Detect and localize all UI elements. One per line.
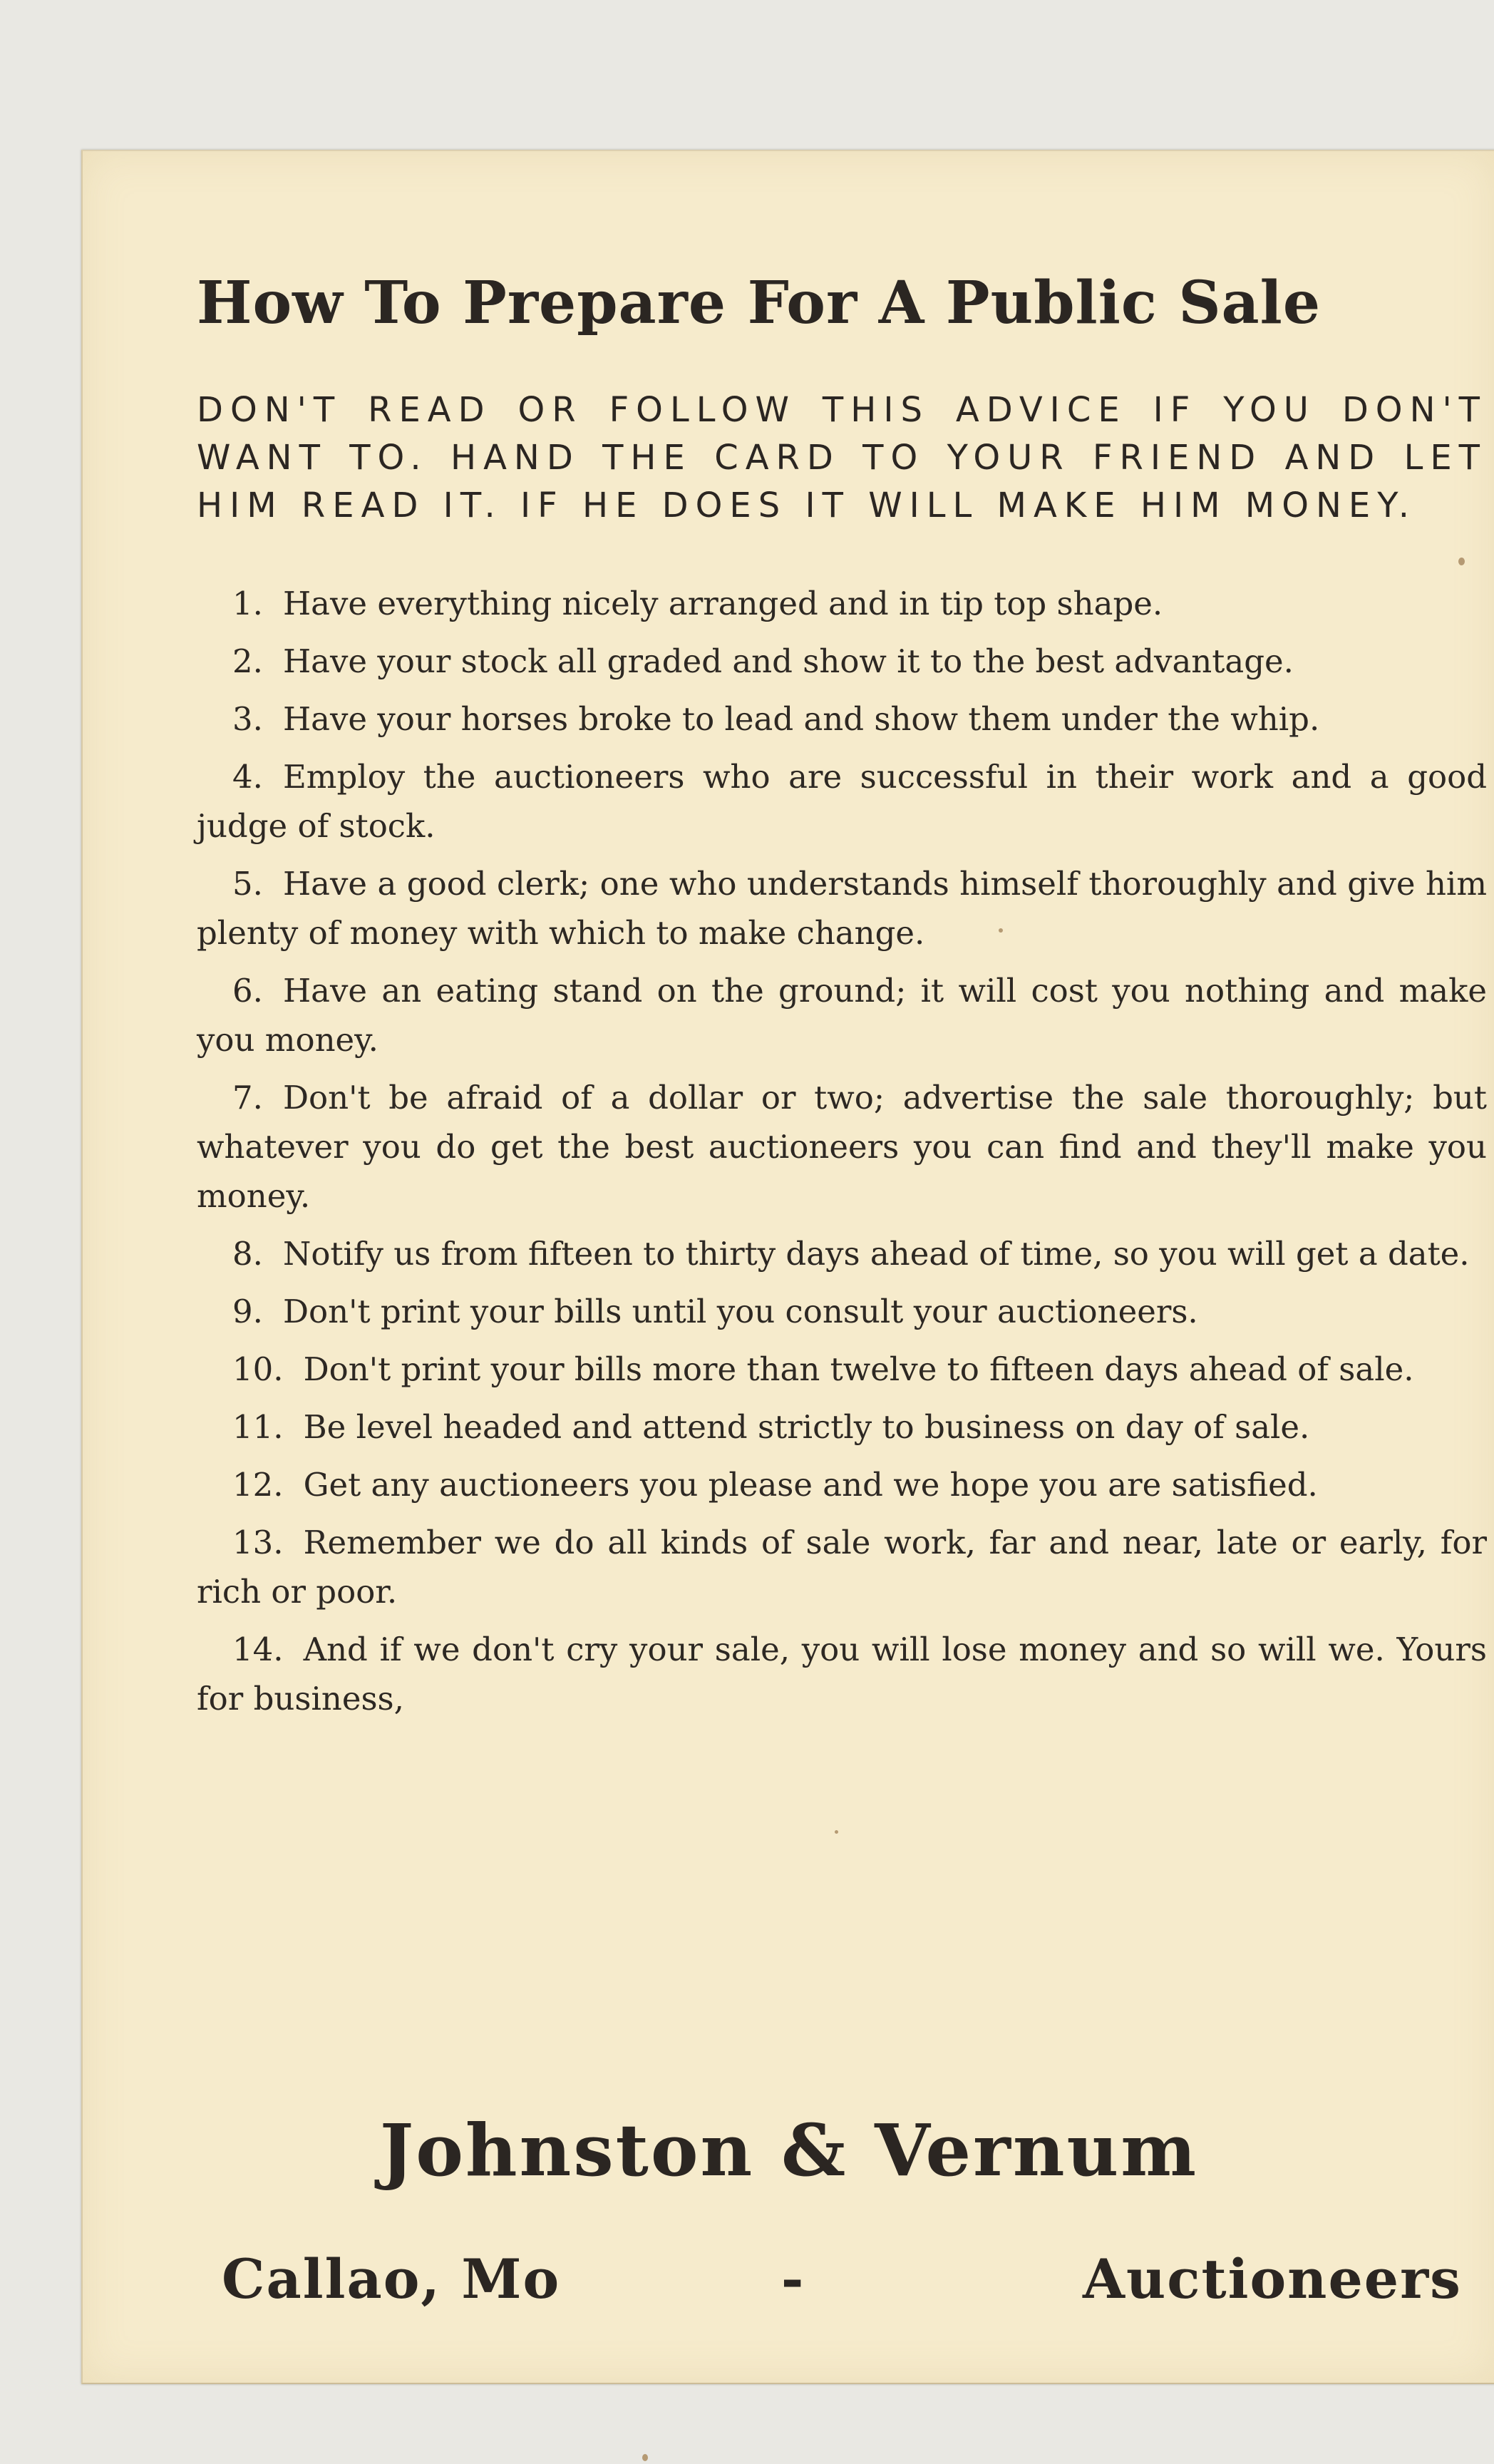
list-item: 13. Remember we do all kinds of sale work, far and near, late or early, for rich or poor. [197,1524,1487,1611]
auction-card [81,150,1494,2384]
advice-list [197,579,1487,1732]
list-item: 2. Have your stock all graded and show it to the best advantage. [232,642,1294,680]
paper-speck [642,2454,648,2461]
card-title: How To Prepare For A Public Sale [197,269,1321,337]
list-item: 1. Have everything nicely arranged and in tip top shape. [232,585,1163,622]
card-footer [222,2247,1462,2311]
list-item: 6. Have an eating stand on the ground; it will cost you nothing and make you money. [197,972,1487,1059]
list-item: 3. Have your horses broke to lead and show them under the whip. [232,700,1320,738]
list-item: 5. Have a good clerk; one who understands himself thoroughly and give him plenty of money with which to make change. [197,865,1487,952]
paper-speck [999,928,1003,933]
list-item: 4. Employ the auctioneers who are successful in their work and a good judge of stock. [197,758,1487,845]
footer-separator: - [781,2247,805,2311]
list-item: 8. Notify us from fifteen to thirty days ahead of time, so you will get a date. [232,1235,1470,1273]
firm-name: Johnston & Vernum [379,2108,1199,2192]
list-item: 14. And if we don't cry your sale, you will lose money and so will we. Yours for business, [197,1631,1487,1718]
list-item: 12. Get any auctioneers you please and we hope you are satisfied. [232,1466,1318,1504]
list-item: 9. Don't print your bills until you consult your auctioneers. [232,1293,1198,1330]
paper-speck [835,1830,838,1834]
occupation-label: Auctioneers [1083,2247,1462,2311]
list-item: 11. Be level headed and attend strictly to business on day of sale. [232,1408,1310,1446]
location-label: Callao, Mo [222,2247,561,2311]
list-item: 7. Don't be afraid of a dollar or two; advertise the sale thoroughly; but whatever you do get the best auctioneers you can find and they'll make you money. [197,1079,1487,1215]
list-item: 10. Don't print your bills more than twelve to fifteen days ahead of sale. [232,1350,1414,1388]
warning-notice: DON'T READ OR FOLLOW THIS ADVICE IF YOU DON'T WANT TO. HAND THE CARD TO YOUR FRIEND AND LET HIM READ IT. IF HE DOES IT WILL MAKE HIM MONEY. [197,390,1487,525]
paper-speck [1458,558,1465,565]
